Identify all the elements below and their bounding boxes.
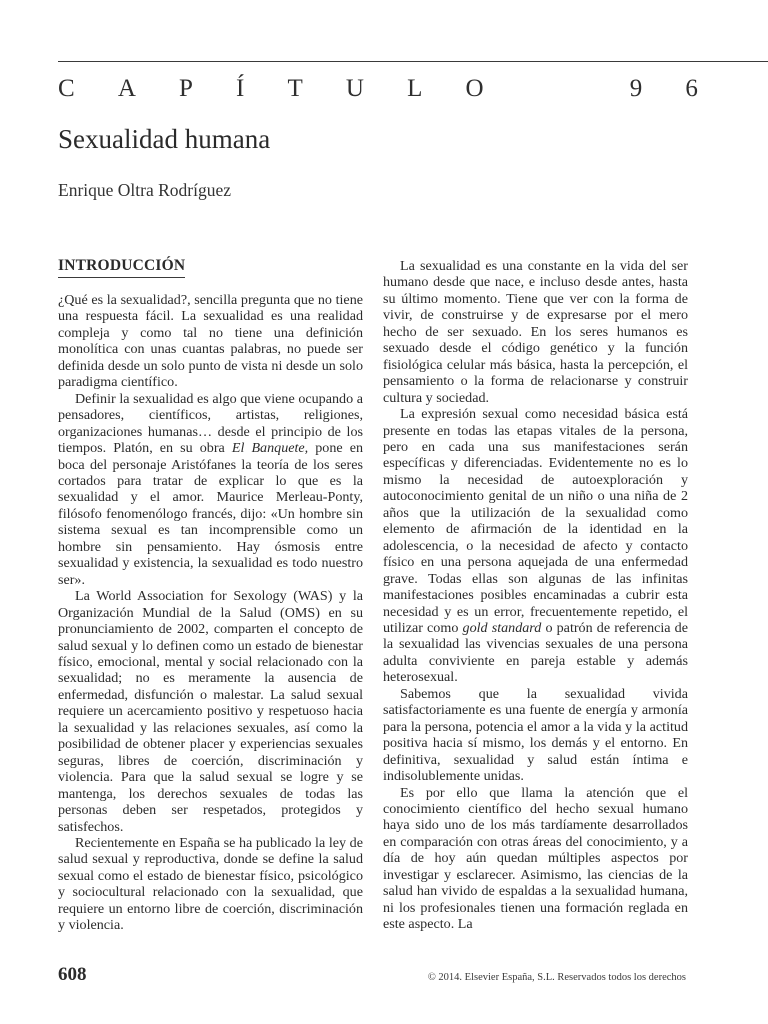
chapter-letter: O bbox=[465, 75, 484, 102]
right-column bbox=[383, 258, 688, 933]
chapter-letter: Í bbox=[236, 75, 245, 102]
top-rule bbox=[58, 61, 768, 62]
chapter-author: Enrique Oltra Rodríguez bbox=[58, 180, 232, 200]
paragraph: Sabemos que la sexualidad vivida satisfactoriamente es una fuente de energía y armonía para la persona, potencia el amor a la vida y la actitud positiva hacia sí mismo, los demás y el entorno. En definitiva, sexualidad y salud están íntima e indisolublemente unidas. bbox=[383, 685, 688, 785]
chapter-letter: U bbox=[345, 75, 364, 102]
chapter-number-digit: 9 bbox=[629, 75, 643, 102]
italic-term: gold standard bbox=[462, 619, 542, 636]
page-number: 608 bbox=[58, 964, 87, 985]
paragraph: Es por ello que llama la atención que el conocimiento científico del hecho sexual humano haya sido uno de los más tardíamente desarrollados en comparación con otras áreas del conocimiento, y a día de hoy aún quedan múltiples aspectos por investigar y esclarecer. Asimismo, las ciencias de la salud han vivido de espaldas a la sexualidad humana, ni los profesionales tienen una formación reglada en este aspecto. La bbox=[383, 784, 688, 933]
paragraph: La World Association for Sexology (WAS) y la Organización Mundial de la Salud (OMS) en su pronunciamiento de 2002, comparten el concepto de salud sexual y lo definen como un estado de bienestar físico, emocional, mental y social relacionado con la sexualidad; no es meramente la ausencia de enfermedad, disfunción o malestar. La salud sexual requiere un acercamiento positivo y respetuoso hacia la sexualidad y las relaciones sexuales, así como la posibilidad de obtener placer y experiencias sexuales seguras, libres de coerción, discriminación y violencia. Para que la salud sexual se logre y se mantenga, los derechos sexuales de todas las personas deben ser respetados, protegidos y satisfechos. bbox=[58, 588, 363, 835]
chapter-letter: A bbox=[117, 75, 136, 102]
chapter-letter: T bbox=[287, 75, 303, 102]
paragraph: Recientemente en España se ha publicado la ley de salud sexual y reproductiva, donde se define la salud sexual como el estado de bienestar físico, psicológico y sociocultural relacionado con la sexualidad, que requiere un entorno libre de coerción, discriminación y violencia. bbox=[58, 834, 363, 934]
chapter-title: Sexualidad humana bbox=[58, 124, 271, 154]
paragraph: Definir la sexualidad es algo que viene ocupando a pensadores, científicos, artistas, religiones, organizaciones humanas… desde el principio de los tiempos. Platón, en su obra El Banquete, pone en boca del personaje Aristófanes la teoría de los seres cortados para tratar de explicar lo que es la sexualidad y el amor. Maurice Merleau-Ponty, filósofo fenomenólogo francés, dijo: «Un hombre sin sistema sexual es tan incomprensible como un hombre sin pensamiento. Hay ósmosis entre sexualidad y existencia, la sexualidad es todo nuestro ser». bbox=[58, 390, 363, 588]
chapter-number-digit: 6 bbox=[685, 75, 698, 102]
left-column bbox=[58, 258, 363, 934]
paragraph: La sexualidad es una constante en la vida del ser humano desde que nace, e incluso desde antes, hasta su último momento. Tiene que ver con la forma de vivir, de construirse y de expresarse por el mero hecho de ser sexuado. En los seres humanos es sexuado desde el código genético y la función fisiológica celular más básica, hasta la percepción, el pensamiento o la forma de relacionarse y construir cultura y sociedad. bbox=[383, 258, 688, 406]
chapter-letter: L bbox=[407, 75, 423, 102]
italic-title: El Banquete, bbox=[231, 440, 309, 457]
chapter-letter: P bbox=[179, 75, 193, 102]
paragraph: ¿Qué es la sexualidad?, sencilla pregunta que no tiene una respuesta fácil. La sexualidad es una realidad compleja y como tal no tiene una definición monolítica con unas cuantas palabras, no puede ser definida desde un solo punto de vista ni desde un solo paradigma científico. bbox=[58, 292, 363, 391]
copyright-notice: © 2014. Elsevier España, S.L. Reservados todos los derechos bbox=[427, 972, 686, 983]
section-heading: INTRODUCCIÓN bbox=[58, 258, 185, 278]
paragraph: La expresión sexual como necesidad básica está presente en todas las etapas vitales de la persona, pero en cada una sus manifestaciones serán específicas y diferenciadas. Evidentemente no es lo mismo la necesidad de autoexploración y autoconocimiento genital de un niño o una niña de 2 años que la utilización de la sexualidad como elemento de afirmación de la identidad en la adolescencia, o la necesidad de afecto y contacto físico en una persona aquejada de una enfermedad grave. Todas ellas son algunas de las infinitas manifestaciones posibles encaminadas a cubrir esta necesidad y es un error, frecuentemente repetido, el utilizar como gold standard o patrón de referencia de la sexualidad las vivencias sexuales de una persona adulta conviviente en pareja estable y además heterosexual. bbox=[383, 406, 688, 686]
chapter-heading bbox=[58, 72, 698, 106]
chapter-letter: C bbox=[58, 75, 75, 102]
